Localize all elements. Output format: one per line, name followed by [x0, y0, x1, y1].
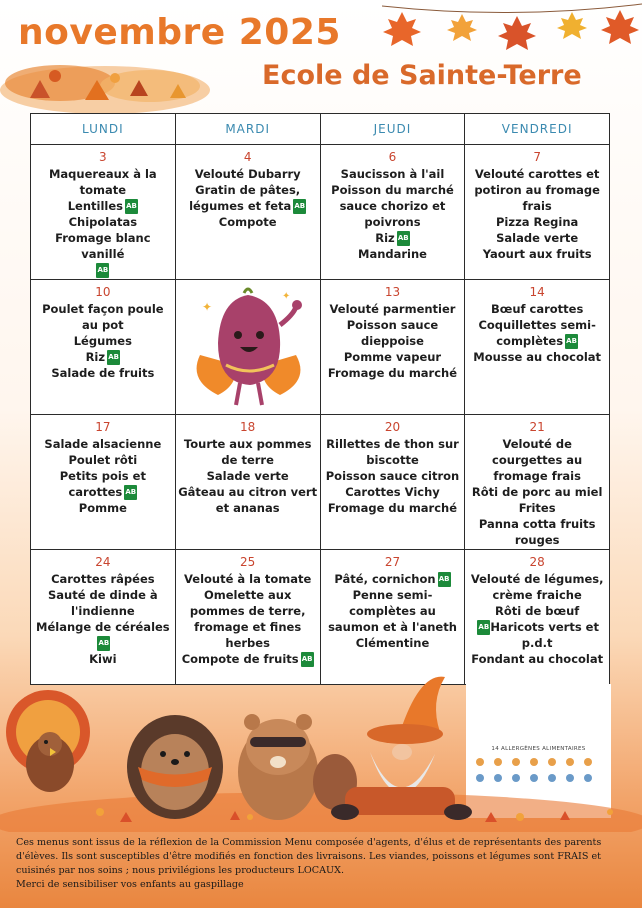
day-number: 3	[99, 150, 107, 164]
dish: Compote	[218, 215, 277, 229]
day-cell	[465, 415, 610, 550]
dish: Tourte aux pommes de terre	[183, 437, 312, 467]
week-row	[31, 550, 610, 685]
dish: Maquereaux à la tomate	[48, 167, 157, 197]
footer-paragraph: Ces menus sont issus de la réflexion de la Commission Menu composée d'agents, d'élus et de représentants des parents d'élèves. Ils sont susceptibles d'être modifiés en fonction des livraisons. Les viandes, poissons et légumes sont FRAIS et cuisinés par nos soins ; nous privilégions les producteurs LOCAUX.	[16, 837, 602, 876]
day-cell	[175, 550, 320, 685]
maple-leaf-icon	[447, 14, 477, 41]
week-row	[31, 145, 610, 280]
dish: Chipolatas	[68, 215, 138, 229]
dish: Velouté Dubarry	[194, 167, 301, 181]
organic-ab-icon: AB	[438, 572, 451, 587]
organic-ab-icon: AB	[477, 620, 490, 635]
allergen-title: 14 ALLERGÈNES ALIMENTAIRES	[491, 746, 586, 752]
month-title: novembre 2025	[18, 12, 341, 53]
day-cell	[465, 145, 610, 280]
day-cell	[465, 280, 610, 415]
weekday-mardi: MARDI	[175, 114, 320, 145]
weekday-vendredi: VENDREDI	[465, 114, 610, 145]
dish: Carottes Vichy	[345, 485, 440, 499]
dish: Velouté à la tomate	[184, 572, 312, 586]
dish: Velouté carottes et potiron au fromage frais	[474, 167, 600, 213]
dish: Velouté de légumes, crème fraiche	[470, 572, 604, 602]
dish: Gâteau au citron vert et ananas	[178, 485, 318, 515]
day-cell	[31, 145, 176, 280]
day-number: 20	[384, 420, 401, 434]
squirrel-illustration	[238, 714, 357, 820]
character-cell	[175, 280, 320, 415]
dish: Rillettes de thon sur biscotte	[326, 437, 459, 467]
day-cell	[31, 550, 176, 685]
dish: Penne semi-complètes au saumon et à l'aneth	[328, 588, 457, 634]
maple-leaf-garland	[382, 0, 642, 55]
day-number: 25	[240, 555, 256, 569]
maple-leaf-icon	[601, 10, 639, 44]
footer-waste-reminder: Merci de sensibiliser vos enfants au gaspillage	[16, 879, 244, 890]
dish: Carottes râpées	[51, 572, 155, 586]
week-row	[31, 280, 610, 415]
day-cell	[320, 280, 465, 415]
dish: Salade de fruits	[51, 366, 155, 380]
svg-text:✦: ✦	[201, 300, 212, 314]
day-number: 18	[240, 420, 256, 434]
dish: Rôti de porc au miel	[471, 485, 603, 499]
dish: Pomme	[78, 501, 127, 515]
dish: Omelette aux pommes de terre, fromage et fines herbes	[189, 588, 306, 650]
dish: Fromage du marché	[327, 366, 458, 380]
organic-ab-icon: AB	[293, 199, 306, 214]
organic-ab-icon: AB	[107, 350, 120, 365]
dish: Compote de fruits AB	[181, 652, 313, 666]
weekday-header-row	[31, 114, 610, 145]
day-cell	[320, 145, 465, 280]
week-row	[31, 415, 610, 550]
dish: Poulet façon poule au pot	[42, 302, 164, 332]
gnome-illustration	[331, 677, 472, 820]
maple-leaf-icon	[498, 16, 536, 50]
day-number: 6	[388, 150, 397, 164]
day-cell	[175, 415, 320, 550]
dish: Salade alsacienne	[44, 437, 162, 451]
dish: Bœuf carottes	[490, 302, 584, 316]
dish: Riz AB	[85, 350, 119, 364]
dish: Poisson sauce citron	[325, 469, 460, 483]
dish: ABHaricots verts et p.d.t	[478, 620, 599, 650]
day-cell	[320, 415, 465, 550]
day-cell	[31, 415, 176, 550]
weekday-lundi: LUNDI	[31, 114, 176, 145]
dish: Fromage du marché	[327, 501, 458, 515]
dish: Lentilles AB	[67, 199, 137, 213]
organic-ab-icon: AB	[97, 636, 110, 651]
svg-text:✦: ✦	[281, 291, 291, 302]
day-cell	[465, 550, 610, 685]
hedgehog-illustration	[127, 715, 223, 819]
dish: Pomme vapeur	[343, 350, 442, 364]
dish: Coquillettes semi-complètes AB	[478, 318, 596, 348]
turkey-illustration	[6, 690, 90, 792]
dish: Velouté parmentier	[329, 302, 456, 316]
dish: Fondant au chocolat	[471, 652, 604, 666]
footer-notice	[16, 836, 632, 892]
dish: Poulet rôti	[68, 453, 138, 467]
dish: Sauté de dinde à l'indienne	[47, 588, 158, 618]
dish: Poisson sauce dieppoise	[346, 318, 439, 348]
day-number: 27	[384, 555, 401, 569]
dish: Panna cotta fruits rouges	[478, 517, 596, 547]
day-number: 4	[243, 150, 252, 164]
dish: Yaourt aux fruits	[482, 247, 592, 261]
organic-ab-icon: AB	[397, 231, 410, 246]
dish: Frites	[518, 501, 556, 515]
day-cell	[175, 145, 320, 280]
dish: Salade verte	[496, 231, 579, 245]
dish: Clémentine	[355, 636, 430, 650]
dish: Pizza Regina	[496, 215, 579, 229]
maple-leaf-icon	[557, 12, 587, 39]
weekday-jeudi: JEUDI	[320, 114, 465, 145]
dish: Velouté de courgettes au fromage frais	[492, 437, 583, 483]
day-number: 14	[529, 285, 545, 299]
dish: Mousse au chocolat	[473, 350, 602, 364]
dish: Saucisson à l'ail	[340, 167, 445, 181]
day-number: 21	[529, 420, 545, 434]
dish: Rôti de bœuf	[495, 604, 580, 618]
sweet-potato-character	[178, 285, 318, 415]
day-number: 7	[533, 150, 541, 164]
organic-ab-icon: AB	[124, 485, 137, 500]
dish: Gratin de pâtes, légumes et feta AB	[189, 183, 306, 213]
organic-ab-icon: AB	[125, 199, 138, 214]
dish: Légumes	[73, 334, 132, 348]
day-number: 10	[95, 285, 111, 299]
dish: Pâté, cornichon AB	[334, 572, 450, 586]
day-number: 17	[95, 420, 111, 434]
dish: Salade verte	[206, 469, 289, 483]
dish: Mélange de céréalesAB	[33, 619, 173, 651]
organic-ab-icon: AB	[96, 263, 109, 278]
day-number: 24	[95, 555, 111, 569]
autumn-characters-illustration	[0, 672, 642, 832]
dish: Kiwi	[89, 652, 117, 666]
day-cell	[320, 550, 465, 685]
dish: Poisson du marché sauce chorizo et poivrons	[331, 183, 454, 229]
dish: Mandarine	[358, 247, 427, 261]
dish: Petits pois et carottes AB	[59, 469, 146, 499]
menu-grid	[30, 113, 610, 685]
dish: Fromage blanc vanillé	[55, 231, 151, 261]
day-cell	[31, 280, 176, 415]
day-number: 28	[529, 555, 545, 569]
school-name: Ecole de Sainte-Terre	[262, 60, 582, 91]
organic-ab-icon: AB	[301, 652, 314, 667]
maple-leaf-icon	[383, 12, 421, 46]
dish: Riz AB	[375, 231, 409, 245]
organic-ab-icon: AB	[565, 334, 578, 349]
day-number: 13	[384, 285, 401, 299]
